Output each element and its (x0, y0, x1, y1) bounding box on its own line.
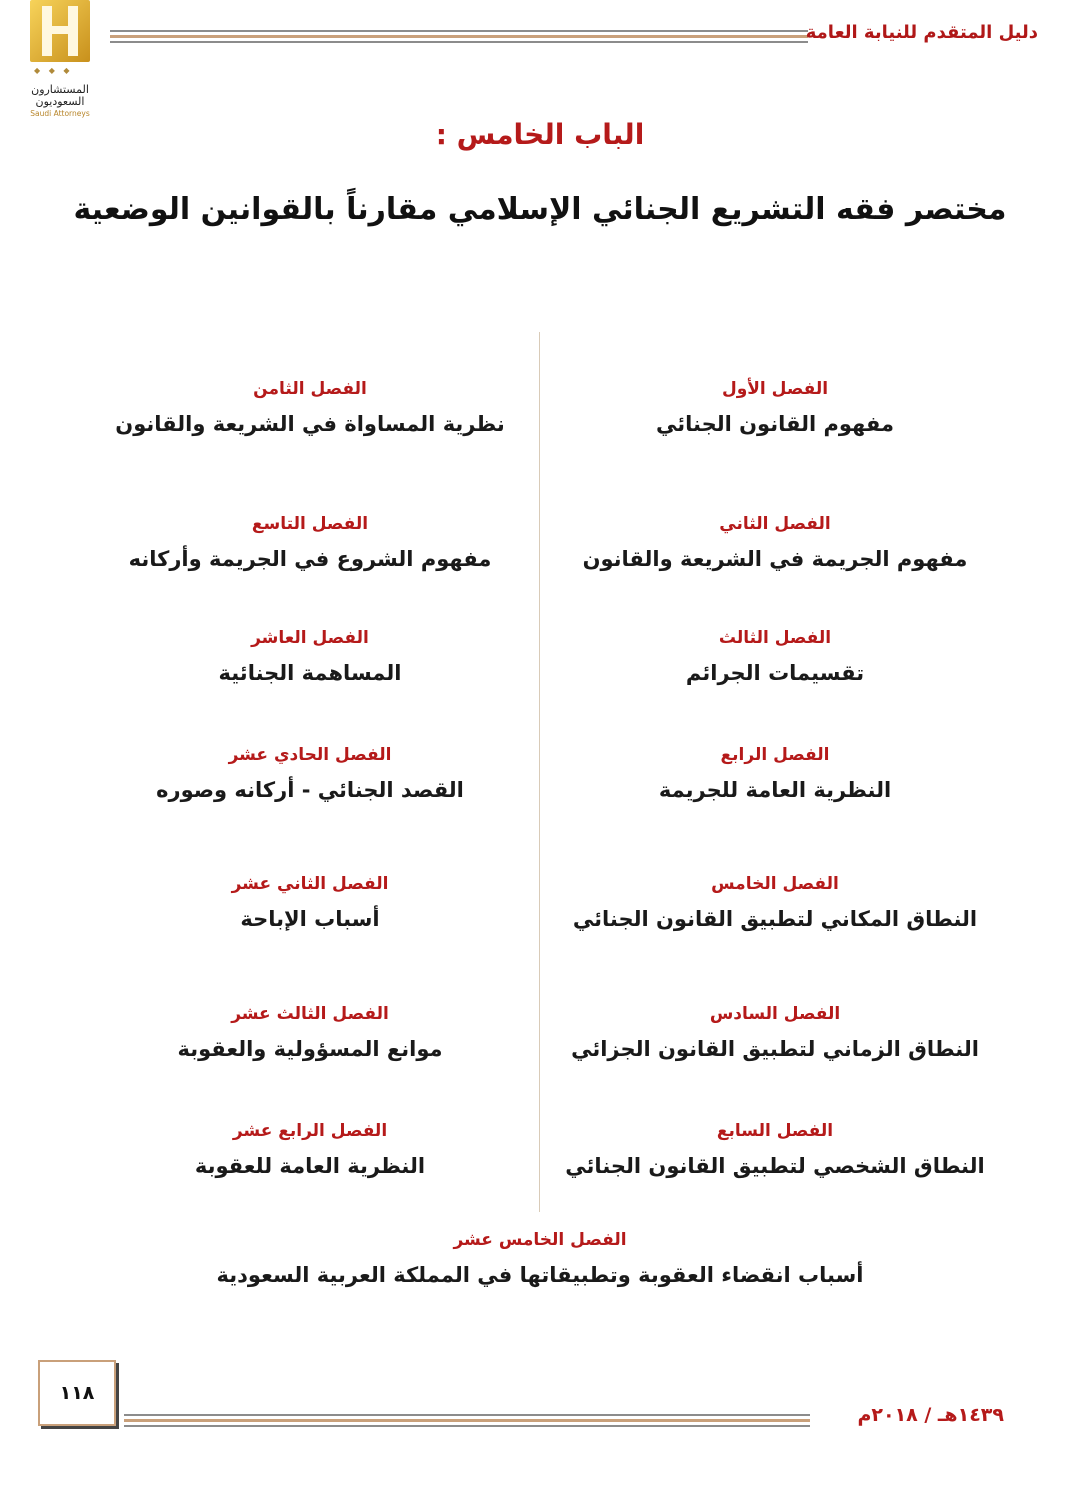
logo-ornament: ◆ ◆ ◆ (34, 66, 73, 75)
chapter-number: الفصل الخامس (711, 874, 839, 894)
page-number: ١١٨ (38, 1360, 116, 1426)
chapter-entry (545, 378, 1005, 438)
logo-mark-icon (30, 0, 90, 62)
chapter-number: الفصل الثاني عشر (231, 874, 389, 894)
saudi-attorneys-logo (22, 0, 100, 120)
chapter-title: مفهوم الشروع في الجريمة وأركانه (128, 547, 492, 571)
chapter-title: النطاق المكاني لتطبيق القانون الجنائي (572, 907, 978, 931)
chapter-title: المساهمة الجنائية (218, 661, 402, 685)
footer-rule (124, 1414, 810, 1430)
chapter-title: موانع المسؤولية والعقوبة (177, 1037, 443, 1061)
chapter-entry (545, 873, 1005, 933)
chapter-number: الفصل الرابع (720, 745, 830, 765)
chapter-number: الفصل العاشر (251, 628, 369, 648)
chapter-entry (80, 1120, 540, 1180)
chapter-title: النظرية العامة للجريمة (658, 778, 892, 802)
chapter-entry (80, 1003, 540, 1063)
chapter-title: النطاق الزماني لتطبيق القانون الجزائي (571, 1037, 979, 1061)
chapter-number: الفصل الحادي عشر (228, 745, 392, 765)
chapter-title: مفهوم القانون الجنائي (655, 412, 895, 436)
chapter-number: الفصل الثالث (718, 628, 832, 648)
chapter-number: الفصل السابع (716, 1121, 834, 1141)
chapter-number: الفصل الأول (721, 379, 829, 399)
logo-text-ar-2: السعوديون (35, 95, 85, 108)
chapter-entry (80, 378, 540, 438)
chapter-number: الفصل الثاني (719, 514, 831, 534)
chapter-entry (545, 744, 1005, 804)
chapter-title: القصد الجنائي - أركانه وصوره (156, 778, 464, 802)
logo-text-en: Saudi Attorneys (30, 109, 90, 118)
chapter-title: النظرية العامة للعقوبة (194, 1154, 426, 1178)
chapter-number: الفصل التاسع (251, 514, 369, 534)
chapter-title: النطاق الشخصي لتطبيق القانون الجنائي (565, 1154, 985, 1178)
chapter-entry (545, 627, 1005, 687)
chapter-number: الفصل الثامن (253, 379, 367, 399)
chapter-title: أسباب انقضاء العقوبة وتطبيقاتها في المملكة العربية السعودية (216, 1263, 864, 1287)
chapter-title: مفهوم الجريمة في الشريعة والقانون (582, 547, 968, 571)
section-title: الباب الخامس : (435, 118, 645, 151)
chapter-entry (80, 873, 540, 933)
header-rule (110, 30, 808, 44)
chapter-number: الفصل السادس (709, 1004, 841, 1024)
running-header-title: دليل المتقدم للنيابة العامة (805, 22, 1038, 43)
chapter-title: تقسيمات الجرائم (685, 661, 865, 685)
main-title: مختصر فقه التشريع الجنائي الإسلامي مقارناً بالقوانين الوضعية (73, 192, 1007, 227)
chapter-title: نظرية المساواة في الشريعة والقانون (115, 412, 505, 436)
chapter-entry (80, 627, 540, 687)
footer-date: ١٤٣٩هـ / ٢٠١٨م (857, 1404, 1004, 1426)
chapter-entry (80, 513, 540, 573)
chapter-number: الفصل الرابع عشر (232, 1121, 388, 1141)
chapter-entry (545, 1003, 1005, 1063)
chapter-number: الفصل الثالث عشر (231, 1004, 389, 1024)
chapter-entry (545, 1120, 1005, 1180)
chapter-entry (545, 513, 1005, 573)
chapter-entry (80, 744, 540, 804)
logo-text-ar-1: المستشارون (31, 83, 89, 96)
chapter-title: أسباب الإباحة (240, 907, 380, 931)
chapter-entry-last (140, 1229, 940, 1289)
chapter-number: الفصل الخامس عشر (453, 1230, 627, 1250)
